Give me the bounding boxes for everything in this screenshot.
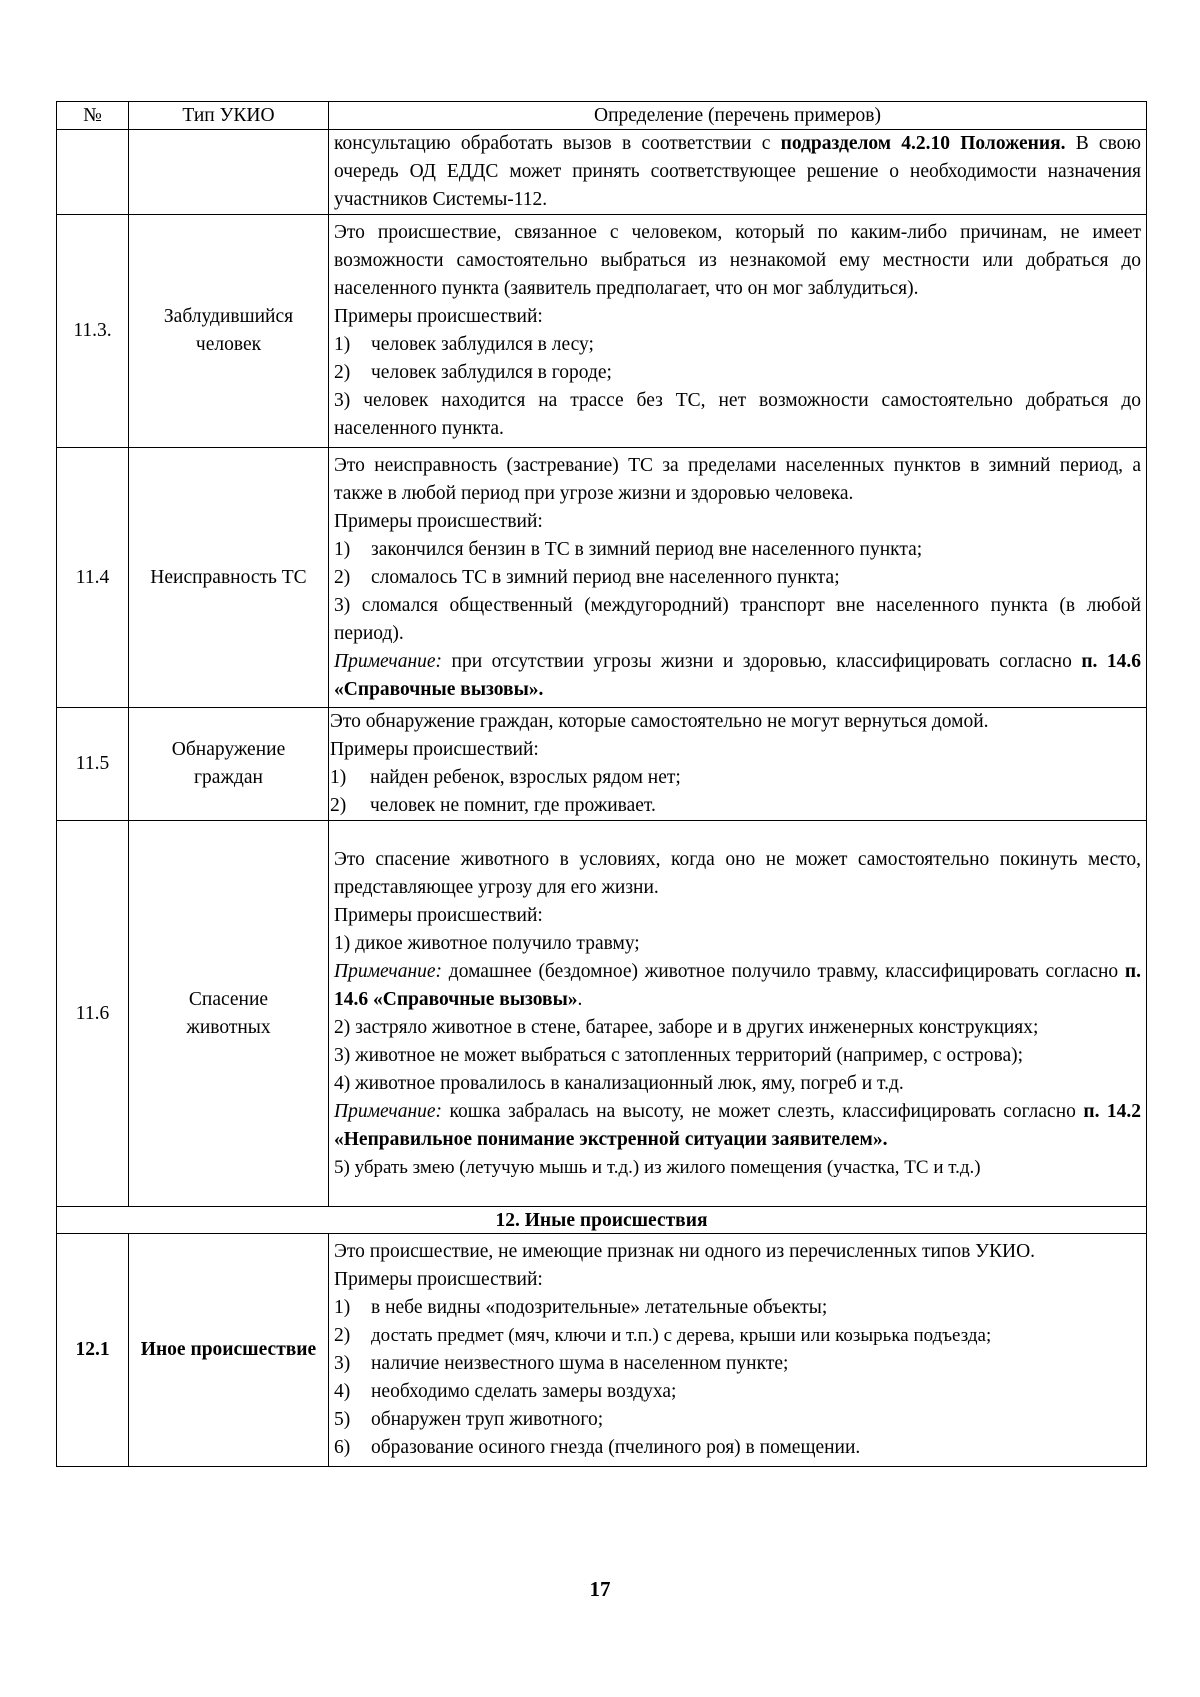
item-number: 6) bbox=[334, 1437, 351, 1458]
item-text: в небе видны «подозрительные» летательные объекты; bbox=[371, 1297, 828, 1318]
row-number: 11.4 bbox=[57, 448, 129, 708]
item-number: 2) bbox=[334, 1325, 351, 1346]
table-row bbox=[57, 448, 1147, 708]
item-number: 2) bbox=[330, 795, 347, 816]
item-text: сломался общественный (междугородний) транспорт вне населенного пункта (в любой период). bbox=[334, 594, 1142, 644]
note-ref: п. 14.2 «Неправильное понимание экстренной ситуации заявителем». bbox=[334, 1100, 1141, 1150]
page-number: 17 bbox=[589, 1577, 611, 1601]
list-item bbox=[334, 359, 1141, 387]
header-type: Тип УКИО bbox=[129, 102, 329, 130]
row-definition bbox=[329, 215, 1147, 448]
examples-label: Примеры происшествий: bbox=[334, 904, 543, 926]
row-type: Обнаружение граждан bbox=[129, 708, 329, 821]
row-number: 11.5 bbox=[57, 708, 129, 821]
note-text: кошка забралась на высоту, не может слезть, классифицировать согласно bbox=[442, 1100, 1084, 1122]
row-definition bbox=[329, 448, 1147, 708]
table-row bbox=[57, 708, 1147, 821]
row-type: Иное происшествие bbox=[129, 1234, 329, 1467]
item-text: необходимо сделать замеры воздуха; bbox=[371, 1381, 677, 1402]
list-item bbox=[334, 387, 1141, 443]
item-number: 4) bbox=[334, 1381, 351, 1402]
definition-intro: Это происшествие, связанное с человеком, который по каким-либо причинам, не имеет возможности самостоятельно выбраться из незнакомой ему местности или добраться до населенного пункта (заявитель предполагает, что он мог заблудиться). bbox=[334, 222, 1141, 299]
list-item: 5) убрать змею (летучую мышь и т.д.) из жилого помещения (участка, ТС и т.д.) bbox=[334, 1156, 981, 1178]
item-number: 2) bbox=[334, 566, 351, 588]
continuation-definition bbox=[329, 130, 1147, 215]
cont-ref: подразделом 4.2.10 Положения. bbox=[780, 133, 1066, 154]
note-label: Примечание: bbox=[334, 650, 443, 672]
item-text: закончился бензин в ТС в зимний период вне населенного пункта; bbox=[371, 538, 923, 560]
item-number: 3) bbox=[334, 594, 351, 616]
examples-label: Примеры происшествий: bbox=[334, 1269, 543, 1290]
list-item bbox=[334, 1350, 1141, 1378]
list-item: 3) животное не может выбраться с затопленных территорий (например, с острова); bbox=[334, 1044, 1024, 1066]
list-item bbox=[334, 1294, 1141, 1322]
item-text: человек находится на трассе без ТС, нет возможности самостоятельно добраться до населенного пункта. bbox=[334, 390, 1141, 439]
ukio-table bbox=[56, 101, 1147, 1467]
row-definition bbox=[329, 821, 1147, 1207]
row-definition bbox=[329, 708, 1147, 821]
row-type: Заблудившийся человек bbox=[129, 215, 329, 448]
item-number: 1) bbox=[330, 767, 347, 788]
item-text: человек не помнит, где проживает. bbox=[370, 795, 656, 816]
table-row bbox=[57, 130, 1147, 215]
list-item bbox=[334, 592, 1141, 648]
item-text: образование осиного гнезда (пчелиного роя) в помещении. bbox=[371, 1437, 861, 1458]
item-text: наличие неизвестного шума в населенном пункте; bbox=[371, 1353, 789, 1374]
note-label: Примечание: bbox=[334, 960, 443, 982]
row-definition bbox=[329, 1234, 1147, 1467]
table-row bbox=[57, 1234, 1147, 1467]
item-number: 1) bbox=[334, 1297, 351, 1318]
note bbox=[334, 1098, 1141, 1154]
section-row bbox=[57, 1207, 1147, 1234]
item-text: обнаружен труп животного; bbox=[371, 1409, 604, 1430]
note bbox=[334, 958, 1141, 1014]
item-text: человек заблудился в лесу; bbox=[371, 334, 594, 355]
header-num: № bbox=[57, 102, 129, 130]
list-item bbox=[334, 1406, 1141, 1434]
list-item bbox=[334, 564, 1141, 592]
examples-label: Примеры происшествий: bbox=[334, 306, 543, 327]
list-item bbox=[334, 536, 1141, 564]
list-item bbox=[330, 792, 1141, 820]
note-ref: п. 14.6 «Справочные вызовы». bbox=[334, 650, 1141, 700]
note-text: при отсутствии угрозы жизни и здоровью, классифицировать согласно bbox=[442, 650, 1082, 672]
row-type: Неисправность ТС bbox=[129, 448, 329, 708]
list-item bbox=[334, 1378, 1141, 1406]
list-item: 1) дикое животное получило травму; bbox=[334, 932, 640, 954]
row-num-cell bbox=[57, 130, 129, 215]
examples-label: Примеры происшествий: bbox=[330, 739, 539, 760]
item-text: найден ребенок, взрослых рядом нет; bbox=[370, 767, 681, 788]
row-type: Спасение животных bbox=[129, 821, 329, 1207]
list-item: 4) животное провалилось в канализационный люк, яму, погреб и т.д. bbox=[334, 1072, 904, 1094]
item-text: сломалось ТС в зимний период вне населенного пункта; bbox=[371, 566, 840, 588]
row-number: 11.3. bbox=[57, 215, 129, 448]
item-number: 5) bbox=[334, 1409, 351, 1430]
note-text: домашнее (бездомное) животное получило травму, классифицировать согласно bbox=[442, 960, 1125, 982]
note bbox=[334, 648, 1141, 704]
definition-intro: Это неисправность (застревание) ТС за пределами населенных пунктов в зимний период, а также в любой период при угрозе жизни и здоровью человека. bbox=[334, 454, 1141, 504]
table-header-row bbox=[57, 102, 1147, 130]
table-row bbox=[57, 821, 1147, 1207]
note-ref: п. 14.6 «Справочные вызовы» bbox=[334, 960, 1141, 1010]
item-text: человек заблудился в городе; bbox=[371, 362, 612, 383]
list-item bbox=[330, 764, 1141, 792]
item-number: 3) bbox=[334, 1353, 351, 1374]
row-number: 12.1 bbox=[57, 1234, 129, 1467]
section-title: 12. Иные происшествия bbox=[57, 1207, 1147, 1234]
item-text: достать предмет (мяч, ключи и т.п.) с дерева, крыши или козырька подъезда; bbox=[371, 1325, 992, 1346]
list-item bbox=[334, 1322, 1141, 1350]
note-end: . bbox=[577, 988, 583, 1010]
row-type-cell bbox=[129, 130, 329, 215]
cont-text-a: консультацию обработать вызов в соответствии с bbox=[334, 133, 781, 154]
definition-intro: Это происшествие, не имеющие признак ни одного из перечисленных типов УКИО. bbox=[334, 1241, 1036, 1262]
cont-text-c: В свою очередь ОД ЕДДС может принять соответствующее решение о необходимости назначения участников Системы-112. bbox=[334, 133, 1141, 210]
list-item bbox=[334, 1434, 1141, 1462]
note-label: Примечание: bbox=[334, 1100, 443, 1122]
examples-label: Примеры происшествий: bbox=[334, 510, 543, 532]
header-def: Определение (перечень примеров) bbox=[329, 102, 1147, 130]
table-row bbox=[57, 215, 1147, 448]
list-item bbox=[334, 331, 1141, 359]
definition-intro: Это спасение животного в условиях, когда оно не может самостоятельно покинуть место, представляющее угрозу для его жизни. bbox=[334, 848, 1141, 898]
row-number: 11.6 bbox=[57, 821, 129, 1207]
list-item: 2) застряло животное в стене, батарее, заборе и в других инженерных конструкциях; bbox=[334, 1016, 1039, 1038]
item-number: 1) bbox=[334, 538, 351, 560]
item-number: 3) bbox=[334, 390, 351, 411]
item-number: 2) bbox=[334, 362, 351, 383]
definition-intro: Это обнаружение граждан, которые самостоятельно не могут вернуться домой. bbox=[330, 711, 989, 732]
item-number: 1) bbox=[334, 334, 351, 355]
